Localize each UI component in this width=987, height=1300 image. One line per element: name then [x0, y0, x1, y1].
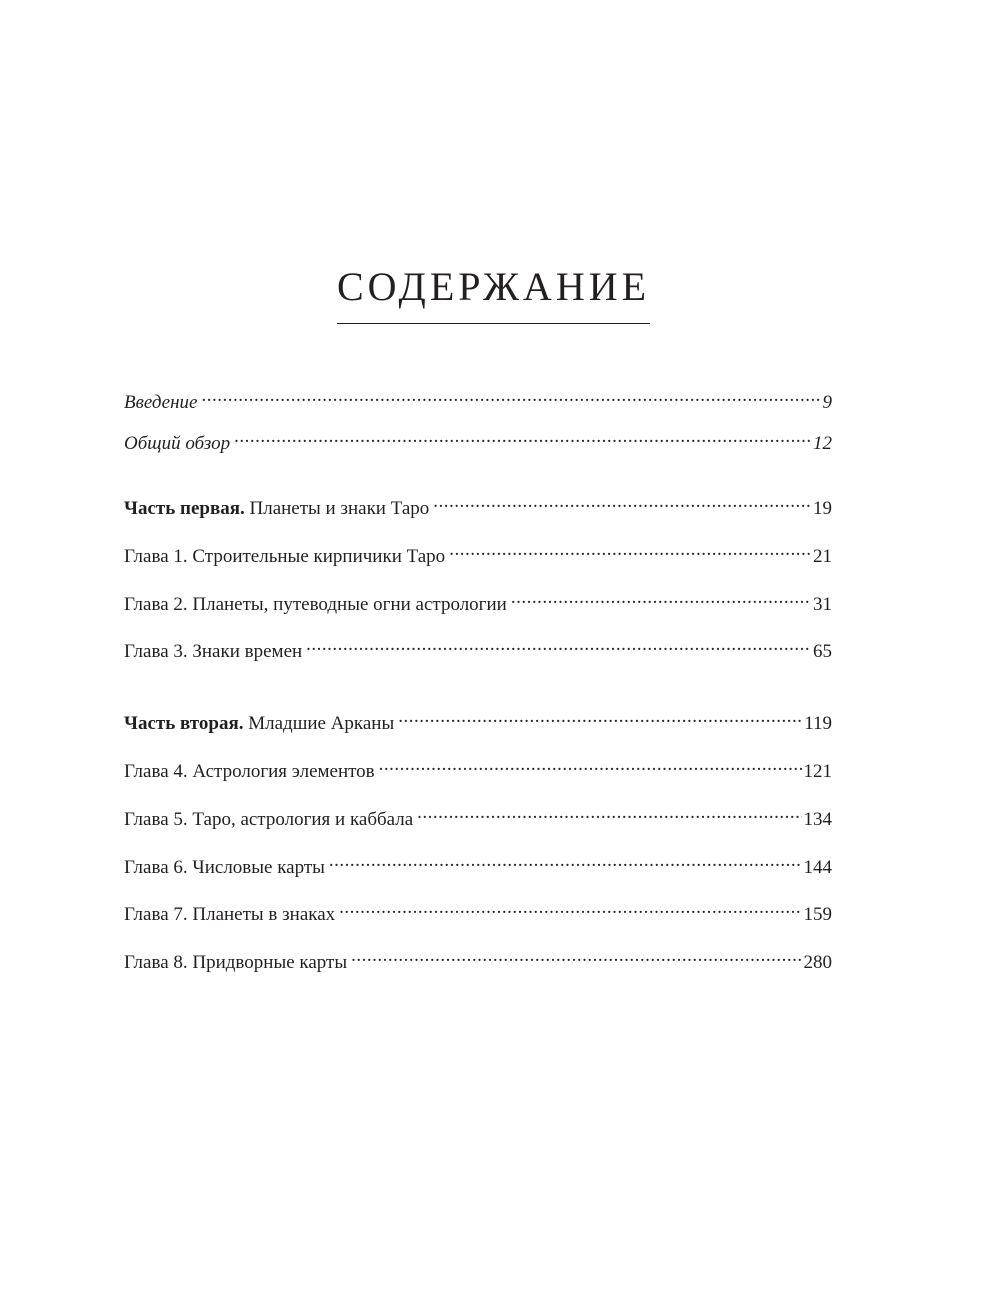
toc-entry-label: Глава 6. Числовые карты — [124, 856, 325, 878]
toc-leader-dots — [433, 495, 811, 514]
toc-entry-page: 65 — [813, 641, 832, 663]
toc-leader-dots — [417, 806, 801, 825]
toc-leader-dots — [511, 591, 811, 610]
toc-part-number: Часть вторая. — [124, 713, 244, 735]
toc-entry-label: Глава 2. Планеты, путеводные огни астрологии — [124, 593, 507, 615]
toc-entry-intro[interactable] — [124, 388, 832, 429]
toc-chapter-1[interactable] — [124, 542, 832, 590]
toc-part-1[interactable] — [124, 494, 832, 542]
toc-part-title: Младшие Арканы — [248, 713, 395, 735]
toc-leader-dots — [449, 543, 811, 562]
toc-chapter-5[interactable] — [124, 805, 832, 853]
toc-entry-label: Глава 8. Придворные карты — [124, 952, 348, 974]
toc-leader-dots — [379, 758, 802, 777]
toc-part-number: Часть первая. — [124, 498, 245, 519]
toc-leader-dots — [306, 638, 811, 657]
toc-entry-page: 31 — [813, 593, 832, 615]
toc-part-title: Планеты и знаки Таро — [249, 498, 430, 519]
toc-entry-label: Глава 5. Таро, астрология и каббала — [124, 808, 414, 830]
toc-entry-label: Глава 1. Строительные кирпичики Таро — [124, 545, 446, 567]
toc-leader-dots — [339, 901, 801, 920]
toc-leader-dots — [329, 854, 802, 873]
toc-chapter-8[interactable] — [124, 948, 832, 996]
toc-leader-dots — [398, 710, 802, 729]
toc-entry-page: 19 — [813, 498, 832, 519]
toc-entry-page: 159 — [803, 904, 832, 926]
toc-entry-page: 144 — [803, 856, 832, 878]
toc-entry-label: Глава 3. Знаки времен — [124, 641, 303, 663]
toc-chapter-3[interactable] — [124, 637, 832, 685]
toc-entry-page: 134 — [803, 808, 832, 830]
toc-entry-page: 121 — [803, 760, 832, 782]
toc-leader-dots — [201, 389, 820, 408]
toc-part-label — [124, 709, 394, 739]
toc-entry-label: Общий обзор — [124, 433, 231, 454]
toc-chapter-7[interactable] — [124, 900, 832, 948]
toc-entry-page: 21 — [813, 545, 832, 567]
toc-chapter-4[interactable] — [124, 757, 832, 805]
toc-entry-page: 12 — [813, 433, 832, 454]
toc-chapter-6[interactable] — [124, 853, 832, 901]
toc-chapter-2[interactable] — [124, 590, 832, 638]
toc-entry-label: Введение — [124, 392, 198, 413]
title-block — [0, 238, 987, 351]
toc-entry-page: 9 — [822, 392, 832, 413]
toc-leader-dots — [351, 949, 801, 968]
toc-entry-page: 280 — [803, 952, 832, 974]
toc-entry-page: 119 — [804, 713, 832, 735]
toc-entry-overview[interactable] — [124, 429, 832, 470]
toc-part-label — [124, 494, 429, 524]
page-title: СОДЕРЖАНИЕ — [337, 265, 650, 324]
toc-entry-label: Глава 4. Астрология элементов — [124, 760, 375, 782]
toc-leader-dots — [234, 430, 811, 449]
table-of-contents — [124, 388, 832, 996]
toc-part-2[interactable] — [124, 709, 832, 757]
toc-entry-label: Глава 7. Планеты в знаках — [124, 904, 336, 926]
